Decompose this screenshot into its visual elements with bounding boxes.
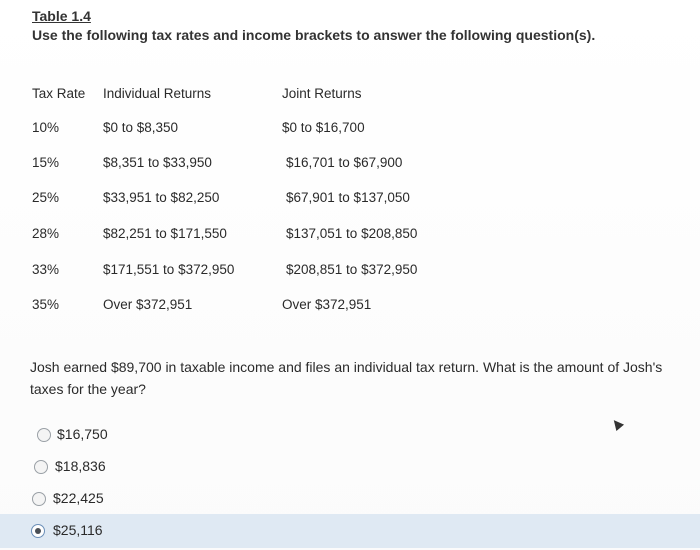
header-joint-returns: Joint Returns	[282, 86, 362, 101]
row-joint-bracket: $0 to $16,700	[282, 120, 365, 135]
radio-button[interactable]	[32, 492, 46, 506]
row-rate: 10%	[32, 120, 60, 135]
answer-option[interactable]	[0, 452, 700, 482]
row-individual-bracket: $0 to $8,350	[103, 120, 179, 135]
row-joint-bracket: $67,901 to $137,050	[286, 190, 410, 205]
table-title: Table 1.4	[32, 8, 91, 24]
radio-button-checked[interactable]	[31, 524, 45, 538]
instructions-text: Use the following tax rates and income brackets to answer the following question(s).	[32, 27, 596, 43]
row-individual-bracket: $33,951 to $82,250	[103, 190, 220, 205]
row-joint-bracket: $16,701 to $67,900	[286, 155, 403, 170]
radio-button[interactable]	[34, 460, 48, 474]
answer-option-selected[interactable]	[0, 514, 700, 548]
option-label: $22,425	[53, 490, 104, 506]
option-label: $16,750	[57, 426, 108, 442]
option-label: $18,836	[55, 458, 106, 474]
row-individual-bracket: $8,351 to $33,950	[103, 155, 212, 170]
answer-option[interactable]	[0, 484, 700, 514]
row-individual-bracket: $82,251 to $171,550	[103, 226, 227, 241]
answer-option[interactable]	[0, 420, 700, 450]
row-individual-bracket: $171,551 to $372,950	[103, 262, 235, 277]
row-joint-bracket: $137,051 to $208,850	[286, 226, 418, 241]
option-label: $25,116	[53, 522, 103, 538]
row-individual-bracket: Over $372,951	[103, 297, 193, 312]
row-rate: 15%	[32, 155, 60, 170]
row-rate: 25%	[32, 190, 60, 205]
row-joint-bracket: Over $372,951	[282, 297, 372, 312]
row-rate: 33%	[32, 262, 60, 277]
header-tax-rate: Tax Rate	[32, 86, 86, 101]
row-rate: 35%	[32, 297, 60, 312]
row-joint-bracket: $208,851 to $372,950	[286, 262, 418, 277]
header-individual-returns: Individual Returns	[103, 86, 212, 101]
question-text: Josh earned $89,700 in taxable income and files an individual tax return. What is the amount of Josh's taxes for the year?	[30, 359, 663, 397]
row-rate: 28%	[32, 226, 60, 241]
radio-button[interactable]	[37, 428, 51, 442]
